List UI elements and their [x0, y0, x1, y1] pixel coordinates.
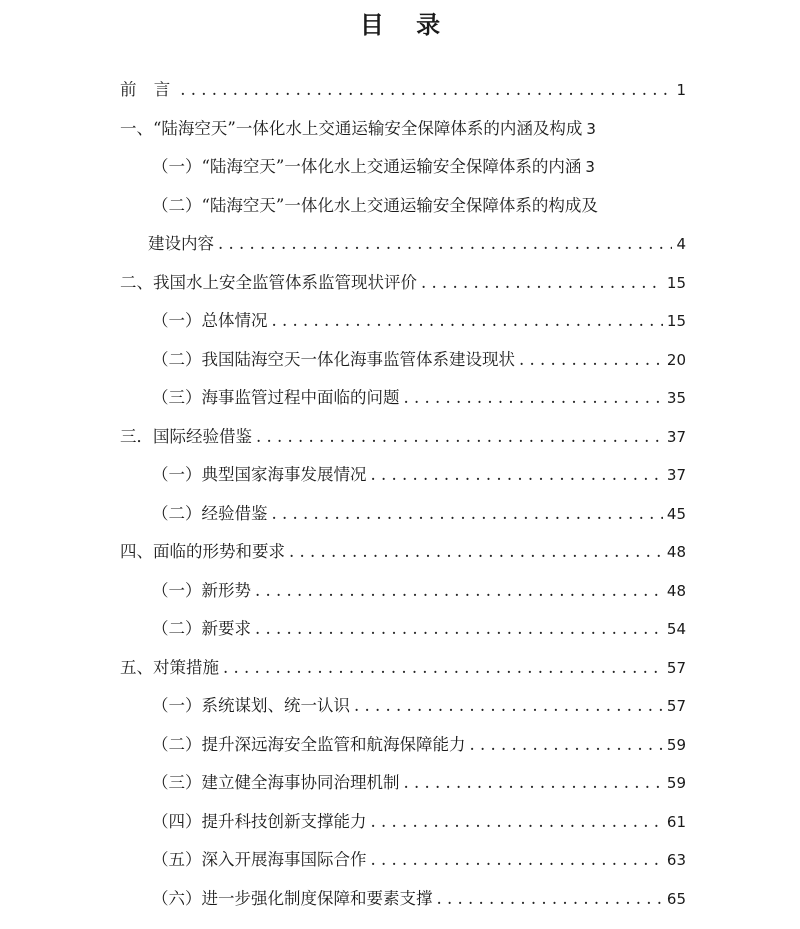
toc-entry-chapter-4[interactable]: [120, 536, 686, 568]
dot-leader: [255, 575, 663, 607]
toc-entry-section[interactable]: [152, 844, 686, 876]
toc-page-number: 63: [666, 851, 686, 869]
toc-entry-title: （二）新要求: [152, 619, 251, 638]
toc-entry-section[interactable]: [152, 883, 686, 915]
toc-entry-title: （一）典型国家海事发展情况: [152, 465, 367, 484]
dot-leader: [272, 305, 663, 337]
dot-leader: [470, 729, 663, 761]
toc-entry-section[interactable]: [152, 806, 686, 838]
toc-entry-title: 建设内容: [148, 234, 214, 253]
dot-leader: [256, 421, 663, 453]
dot-leader: [223, 652, 663, 684]
toc-entry-section[interactable]: [152, 305, 686, 337]
toc-entry-preface[interactable]: [120, 74, 686, 106]
toc-entry-section[interactable]: [152, 344, 686, 376]
toc-page-number: 57: [666, 659, 686, 677]
toc-entry-title: 五、对策措施: [120, 658, 219, 677]
toc-page-number: 35: [666, 389, 686, 407]
toc-page-number: 45: [666, 505, 686, 523]
toc-page-number: 59: [666, 736, 686, 754]
toc-entry-section[interactable]: [152, 190, 686, 222]
toc-page-number: 3: [585, 158, 595, 176]
toc-page-number: 48: [666, 582, 686, 600]
dot-leader: [180, 74, 672, 106]
toc-entry-title: （一）“陆海空天”一体化水上交通运输安全保障体系的内涵: [152, 157, 582, 176]
toc-entry-title: （一）总体情况: [152, 311, 268, 330]
dot-leader: [272, 498, 663, 530]
toc-entry-title: （二）经验借鉴: [152, 504, 268, 523]
dot-leader: [289, 536, 663, 568]
toc-entry-section[interactable]: [152, 151, 686, 183]
dot-leader: [519, 344, 663, 376]
dot-leader: [371, 459, 663, 491]
toc-entry-section[interactable]: [152, 459, 686, 491]
toc-entry-chapter-2[interactable]: [120, 267, 686, 299]
toc-entry-title: 四、面临的形势和要求: [120, 542, 285, 561]
toc-entry-section[interactable]: [152, 498, 686, 530]
toc-page-number: 65: [666, 890, 686, 908]
dot-leader: [371, 806, 663, 838]
dot-leader: [404, 382, 663, 414]
toc-page-number: 59: [666, 774, 686, 792]
toc-page-number: 20: [666, 351, 686, 369]
toc-page-number: 57: [666, 697, 686, 715]
toc-entry-title: （三）建立健全海事协同治理机制: [152, 773, 400, 792]
dot-leader: [437, 883, 663, 915]
toc-entry-section[interactable]: [152, 767, 686, 799]
dot-leader: [218, 228, 672, 260]
toc-entry-title: （五）深入开展海事国际合作: [152, 850, 367, 869]
toc-page-number: 37: [666, 428, 686, 446]
toc-entry-chapter-5[interactable]: [120, 652, 686, 684]
toc-entry-title: （三）海事监管过程中面临的问题: [152, 388, 400, 407]
toc-entry-section[interactable]: [152, 690, 686, 722]
toc-entry-section[interactable]: [152, 729, 686, 761]
toc-page-number: 48: [666, 543, 686, 561]
toc-page-number: 15: [666, 312, 686, 330]
toc-entry-title: （二）我国陆海空天一体化海事监管体系建设现状: [152, 350, 515, 369]
toc-entry-title: 一、“陆海空天”一体化水上交通运输安全保障体系的内涵及构成: [120, 119, 583, 138]
toc-entry-title: （四）提升科技创新支撑能力: [152, 812, 367, 831]
dot-leader: [421, 267, 663, 299]
toc-page-number: 1: [676, 81, 686, 99]
toc-entry-title: （二）提升深远海安全监管和航海保障能力: [152, 735, 466, 754]
dot-leader: [354, 690, 663, 722]
toc-entry-section[interactable]: [152, 613, 686, 645]
dot-leader: [404, 767, 663, 799]
toc-page-number: 4: [676, 235, 686, 253]
toc-page-number: 54: [666, 620, 686, 638]
dot-leader: [255, 613, 663, 645]
toc-page-number: 3: [586, 120, 596, 138]
toc-entry-section-continued[interactable]: [148, 228, 686, 260]
toc-entry-title: 前 言: [120, 80, 177, 99]
toc-entry-title: （一）系统谋划、统一认识: [152, 696, 350, 715]
toc-entry-section[interactable]: [152, 575, 686, 607]
toc-entry-section[interactable]: [152, 382, 686, 414]
page-title: 目 录: [359, 11, 453, 39]
toc-entry-title: （一）新形势: [152, 581, 251, 600]
toc-entry-chapter-1[interactable]: [120, 113, 686, 145]
toc-entry-title: 二、我国水上安全监管体系监管现状评价: [120, 273, 417, 292]
dot-leader: [371, 844, 663, 876]
toc-page-number: 15: [666, 274, 686, 292]
toc-page-number: 37: [666, 466, 686, 484]
toc-entry-chapter-3[interactable]: [120, 421, 686, 453]
toc-entry-title: （六）进一步强化制度保障和要素支撑: [152, 889, 433, 908]
toc-entry-title: （二）“陆海空天”一体化水上交通运输安全保障体系的构成及: [152, 196, 598, 215]
toc-entry-title: 三．国际经验借鉴: [120, 427, 252, 446]
toc-page-number: 61: [666, 813, 686, 831]
